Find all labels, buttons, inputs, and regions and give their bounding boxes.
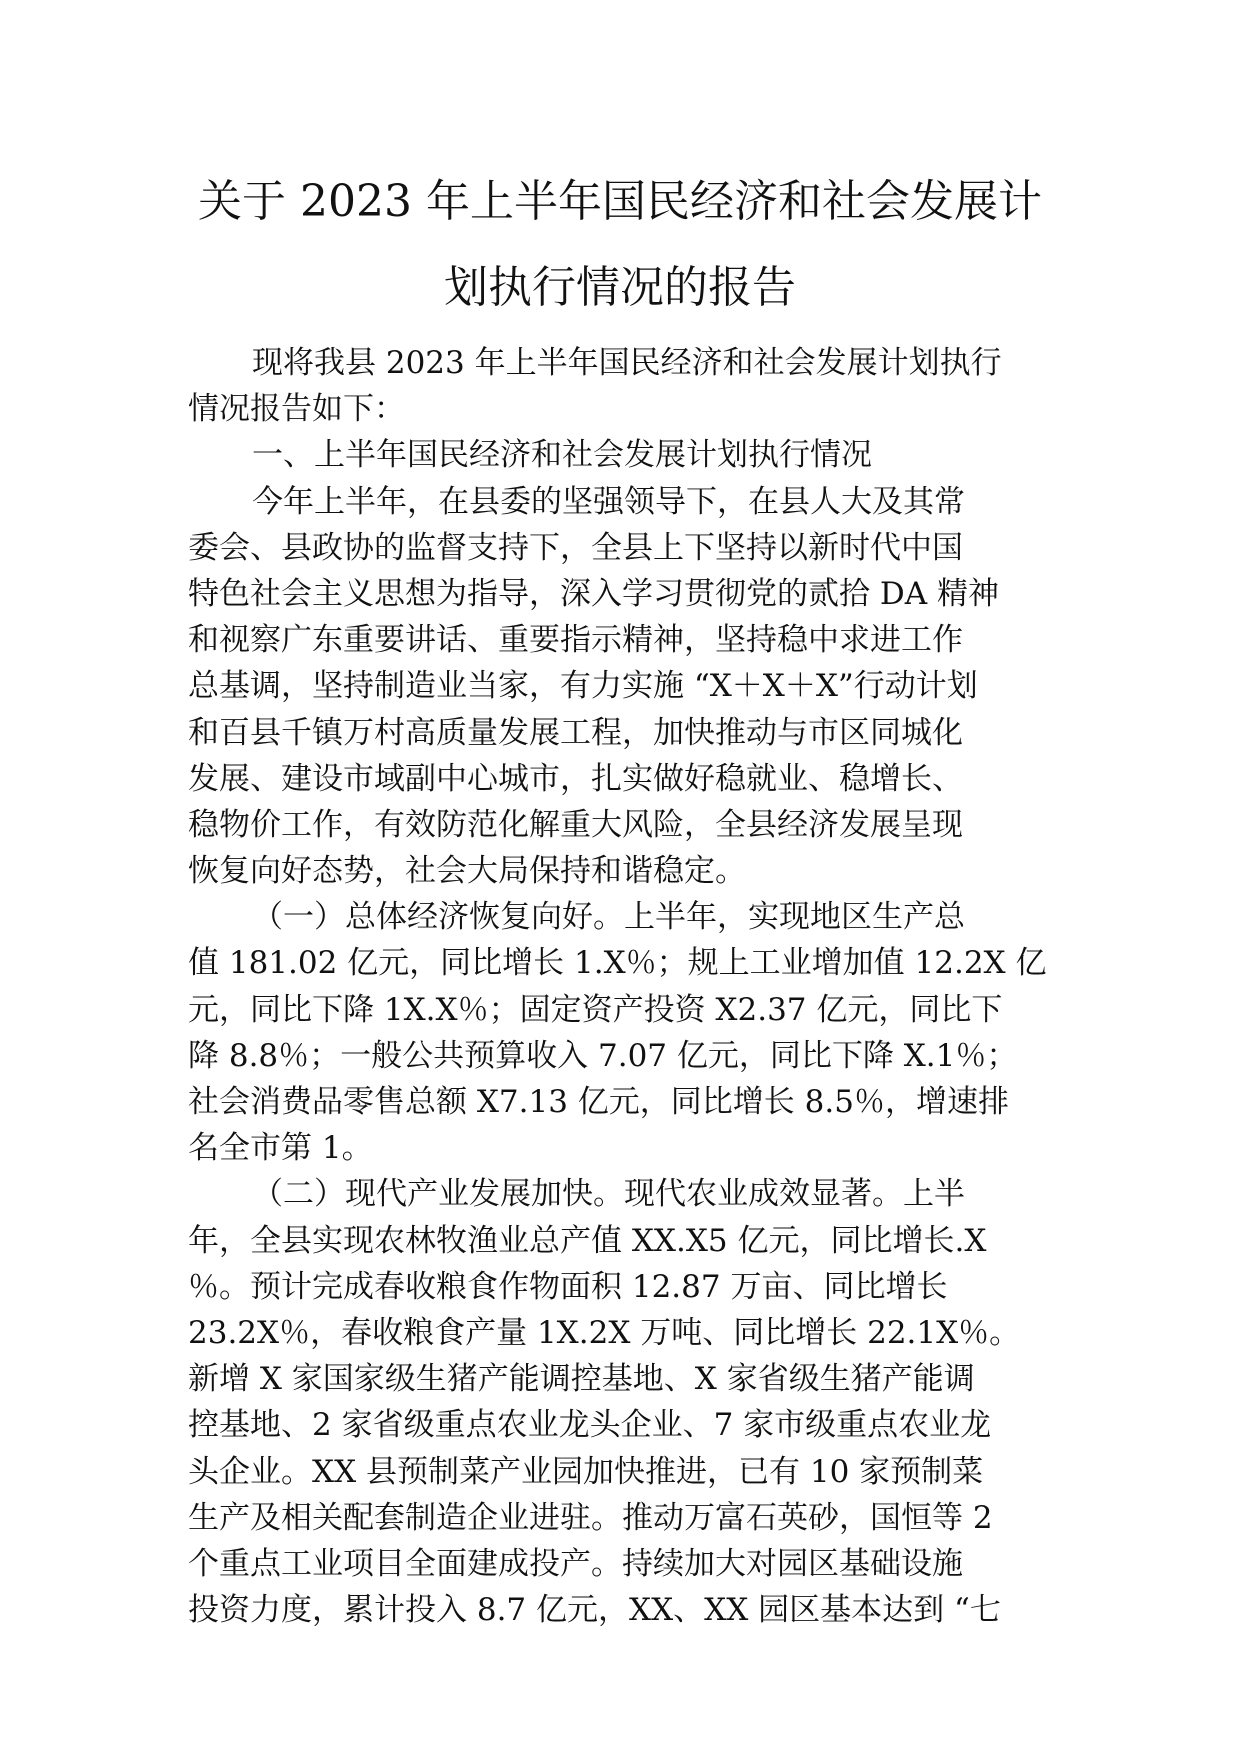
paragraph-line: 投资力度，累计投入 8.7 亿元，XX、XX 园区基本达到 “七 [188, 1592, 1001, 1629]
paragraph-line: 稳物价工作，有效防范化解重大风险，全县经济发展呈现 [188, 806, 963, 843]
paragraph-line: 总基调，坚持制造业当家，有力实施 “X＋X＋X”行动计划 [188, 668, 978, 705]
document-title-line-2: 划执行情况的报告 [444, 262, 796, 313]
paragraph-line: 发展、建设市域副中心城市，扎实做好稳就业、稳增长、 [188, 760, 963, 797]
document-title-line-1: 关于 2023 年上半年国民经济和社会发展计 [198, 176, 1042, 227]
paragraph-line: 23.2X％，春收粮食产量 1X.2X 万吨、同比增长 22.1X％。 [188, 1314, 1021, 1351]
paragraph-line: 社会消费品零售总额 X7.13 亿元，同比增长 8.5％，增速排 [188, 1084, 1009, 1120]
paragraph-line: 头企业。XX 县预制菜产业园加快推进，已有 10 家预制菜 [188, 1453, 984, 1490]
intro-paragraph-line: 现将我县 2023 年上半年国民经济和社会发展计划执行 [252, 345, 1002, 381]
paragraph-line: 降 8.8％；一般公共预算收入 7.07 亿元，同比下降 X.1％； [188, 1037, 1018, 1074]
paragraph-line: 值 181.02 亿元，同比增长 1.X％；规上工业增加值 12.2X 亿 [188, 945, 1047, 982]
paragraph-line: 控基地、2 家省级重点农业龙头企业、7 家市级重点农业龙 [188, 1407, 992, 1444]
intro-paragraph-line: 情况报告如下： [188, 391, 405, 428]
paragraph-line: 名全市第 1。 [188, 1130, 373, 1167]
paragraph-line: 委会、县政协的监督支持下，全县上下坚持以新时代中国 [188, 529, 963, 566]
paragraph-line: 年，全县实现农林牧渔业总产值 XX.X5 亿元，同比增长.X [188, 1222, 987, 1259]
paragraph-line: 特色社会主义思想为指导，深入学习贯彻党的贰拾 DA 精神 [188, 575, 999, 612]
paragraph-line: （一）总体经济恢复向好。上半年，实现地区生产总 [252, 899, 965, 936]
paragraph-line: 和百县千镇万村高质量发展工程，加快推动与市区同城化 [188, 714, 963, 751]
paragraph-line: 元，同比下降 1X.X％；固定资产投资 X2.37 亿元，同比下 [188, 991, 1003, 1028]
paragraph-line: 今年上半年，在县委的坚强领导下，在县人大及其常 [252, 483, 965, 520]
paragraph-line: 和视察广东重要讲话、重要指示精神，坚持稳中求进工作 [188, 622, 963, 659]
paragraph-line: ％。预计完成春收粮食作物面积 12.87 万亩、同比增长 [188, 1268, 948, 1305]
paragraph-line: 个重点工业项目全面建成投产。持续加大对园区基础设施 [188, 1545, 963, 1582]
document-body [188, 340, 1058, 1633]
paragraph-line: （二）现代产业发展加快。现代农业成效显著。上半 [252, 1176, 965, 1213]
paragraph-line: 恢复向好态势，社会大局保持和谐稳定。 [188, 853, 746, 890]
paragraph-line: 新增 X 家国家级生猪产能调控基地、X 家省级生猪产能调 [188, 1361, 975, 1398]
section-heading: 一、上半年国民经济和社会发展计划执行情况 [252, 437, 872, 474]
paragraph-line: 生产及相关配套制造企业进驻。推动万富石英砂，国恒等 2 [188, 1499, 993, 1536]
